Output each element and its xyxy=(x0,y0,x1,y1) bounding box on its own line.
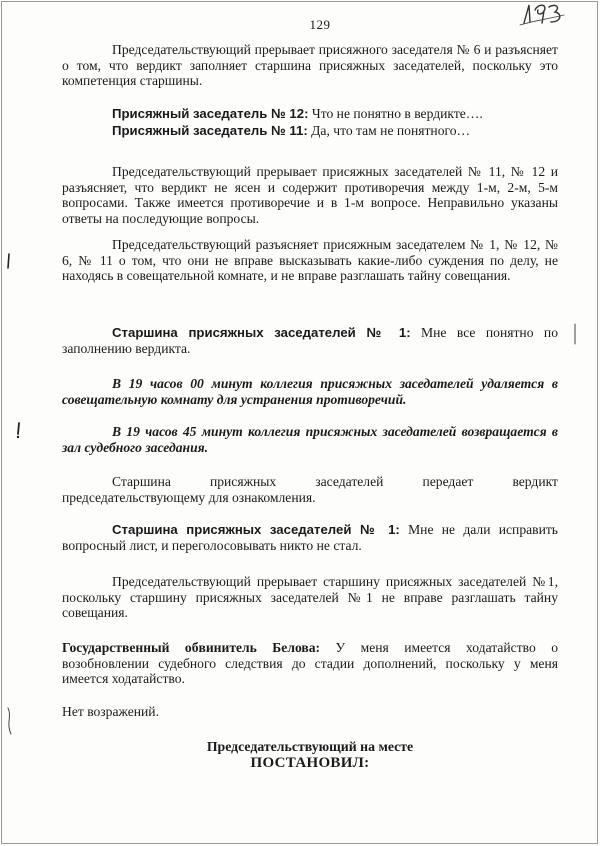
margin-tick-mark xyxy=(4,706,16,736)
paragraph-text: Старшина присяжных заседателей передает вердикт председательствующему для ознакомления. xyxy=(62,474,558,505)
speaker-label: Государственный обвинитель Белова: xyxy=(62,640,321,655)
speaker-text: Мне все понятно по заполнению вердикта. xyxy=(62,325,559,356)
paragraph-foreman-understands xyxy=(62,325,558,356)
paragraph-text: Председательствующий прерывает старшину присяжных заседателей №1, поскольку старшину присяжных заседателей №1 не вправе разглашать тайну совещания. xyxy=(62,574,558,621)
margin-tick-mark xyxy=(14,422,24,440)
paragraph-prosecutor-motion xyxy=(62,640,558,687)
paragraph-juror-11 xyxy=(62,123,558,139)
paragraph-text: В 19 часов 00 минут коллегия присяжных заседателей удаляется в совещательную комнату для устранения противоречий. xyxy=(62,376,558,407)
paragraph-juror-12 xyxy=(62,106,558,122)
decision-heading-line1: Председательствующий на месте xyxy=(206,739,414,754)
speaker-label: Присяжный заседатель № 11: xyxy=(112,123,308,138)
speaker-text: Мне не дали исправить вопросный лист, и переголосовывать никто не стал. xyxy=(62,522,558,553)
paragraph-foreman-hands-verdict xyxy=(62,474,558,505)
paragraph-judge-interrupts-juror-6 xyxy=(62,42,558,89)
speaker-label: Присяжный заседатель № 12: xyxy=(112,106,309,121)
paragraph-text: Нет возражений. xyxy=(62,704,159,719)
paragraph-judge-interrupts-foreman xyxy=(62,574,558,621)
paragraph-jury-retires xyxy=(62,376,558,407)
decision-heading-line2: ПОСТАНОВИЛ: xyxy=(250,755,370,771)
margin-tick-mark xyxy=(570,322,580,346)
page-number: 129 xyxy=(309,17,331,32)
paragraph-judge-explains-secrecy xyxy=(62,237,558,284)
paragraph-text: Председательствующий прерывает присяжных заседателей № 11, № 12 и разъясняет, что вердикт не ясен и содержит противоречия между 1-м, 2-м, 5-м вопросами. Также имеется противоречие и в 1-м вопросе. Неправильно указаны ответы на последующие вопросы. xyxy=(62,164,558,226)
paragraph-foreman-complains xyxy=(62,522,558,553)
speaker-text: У меня имеется ходатайство о возобновлении судебного следствия до стадии дополнений, поскольку у меня имеется ходатайство. xyxy=(62,640,559,687)
paragraph-text: Председательствующий прерывает присяжного заседателя № 6 и разъясняет о том, что вердикт заполняет старшина присяжных заседателей, поскольку это компетенция старшины. xyxy=(62,42,558,89)
speaker-label: Старшина присяжных заседателей № 1: xyxy=(112,325,411,340)
handwritten-page-mark xyxy=(518,1,566,27)
paragraph-text: В 19 часов 45 минут коллегия присяжных заседателей возвращается в зал судебного заседания. xyxy=(62,424,558,455)
paragraph-jury-returns xyxy=(62,424,558,455)
speaker-text: Да, что там не понятного… xyxy=(307,123,471,138)
speaker-label: Старшина присяжных заседателей № 1: xyxy=(112,522,400,537)
margin-tick-mark xyxy=(4,252,14,270)
paragraph-no-objections xyxy=(62,704,558,720)
paragraph-judge-interrupts-jurors-11-12 xyxy=(62,164,558,226)
paragraph-text: Председательствующий разъясняет присяжным заседателем № 1, № 12, № 6, № 11 о том, что они не вправе высказывать какие-либо суждения по делу, не находясь в совещательной комнате, и не вправе разглашать тайну совещания. xyxy=(62,237,558,284)
speaker-text: Что не понятно в вердикте…. xyxy=(308,106,483,121)
